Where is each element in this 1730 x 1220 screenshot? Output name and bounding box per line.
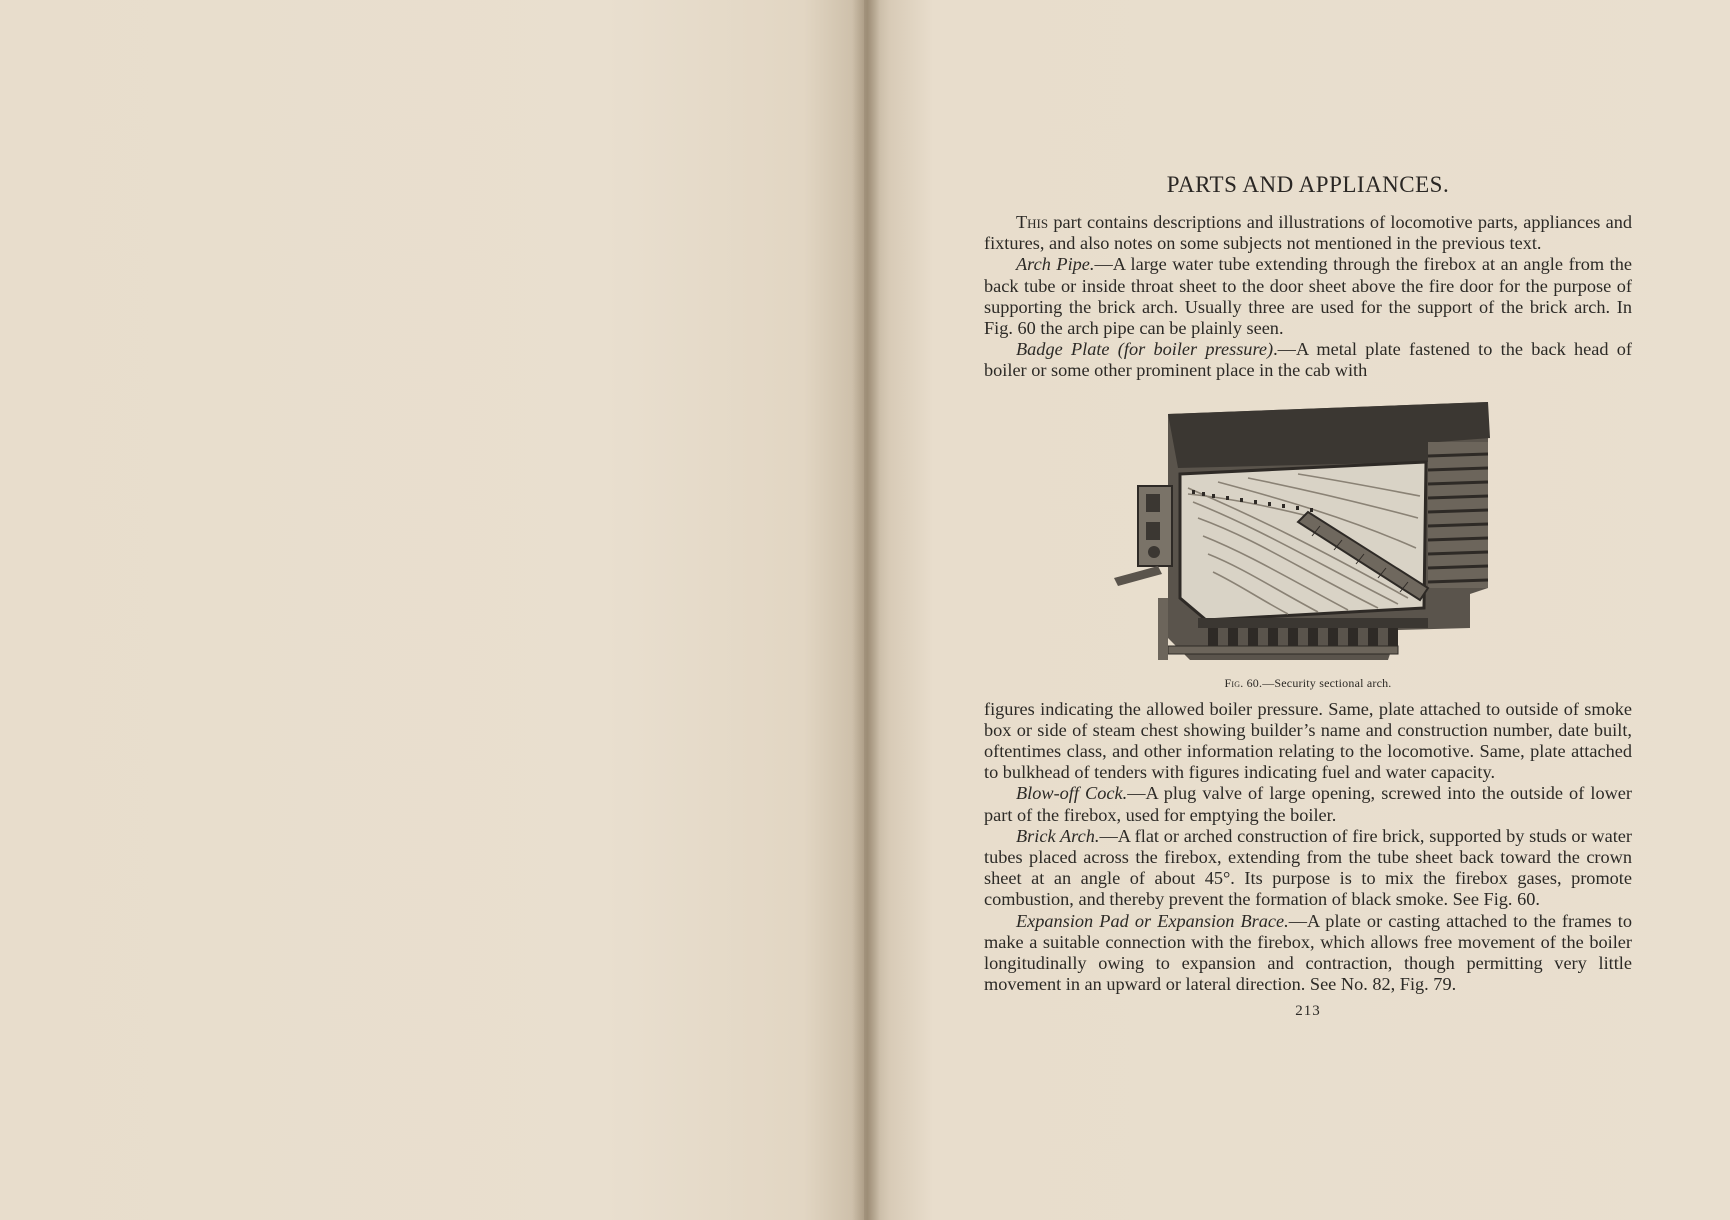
entry-badge-plate	[984, 339, 1632, 381]
tube-sheet-ribs	[1428, 442, 1488, 588]
entry-text: —A large water tube extending through the firebox at an angle from the back tube or inside throat sheet to the door sheet above the fire door for the purpose of supporting the brick arch. Usually three are used for the support of the brick arch. In Fig. 60 the arch pipe can be plainly seen.	[984, 254, 1632, 339]
figure-60	[984, 398, 1632, 691]
caption-lead: Fig. 60.	[1224, 675, 1263, 690]
entry-text: —A plate or casting attached to the frames to make a suitable connection with the firebox, which allows free movement of the boiler longitudinally owing to expansion and contraction, though permitting very little movement in an upward or lateral direction. See No. 82, Fig. 79.	[984, 910, 1633, 995]
entry-term: Brick Arch.	[1016, 825, 1100, 846]
entry-term: Badge Plate (for boiler pressure)	[1016, 339, 1274, 360]
entry-expansion-pad	[984, 911, 1632, 996]
page-heading: PARTS AND APPLIANCES.	[1166, 172, 1450, 197]
intro-lead: This	[1016, 212, 1049, 232]
security-sectional-arch-illustration	[1098, 398, 1518, 670]
entry-term: Expansion Pad or Expansion Brace.	[1016, 910, 1289, 931]
entry-text: .—A metal plate fastened to the back head of boiler or some other prominent place in the cab with	[984, 339, 1632, 381]
entry-brick-arch	[984, 826, 1632, 911]
entry-blow-off-cock	[984, 783, 1632, 825]
entry-arch-pipe	[984, 254, 1632, 339]
intro-paragraph	[984, 212, 1632, 254]
intro-text: part contains descriptions and illustrations of locomotive parts, appliances and fixtures, and also notes on some subjects not mentioned in the previous text.	[984, 212, 1632, 254]
entry-term: Blow-off Cock.	[1016, 783, 1128, 804]
badge-plate-continuation: figures indicating the allowed boiler pressure. Same, plate attached to outside of smoke box or side of steam chest showing builder’s name and construction number, date built, oftentimes class, and other information relating to the locomotive. Same, plate attached to bulkhead of tenders with figures indicating fuel and water capacity.	[984, 698, 1632, 783]
entry-term: Arch Pipe.	[1016, 254, 1095, 275]
book-gutter	[852, 0, 880, 1220]
caption-text: —Security sectional arch.	[1262, 675, 1392, 690]
blank-left-page	[0, 0, 864, 1220]
page-number: 213	[1295, 1003, 1321, 1020]
page-content	[984, 172, 1632, 1020]
entry-text: —A flat or arched construction of fire brick, supported by studs or water tubes placed across the firebox, extending from the tube sheet back toward the crown sheet at an angle of about 45°. Its purpose is to mix the firebox gases, promote combustion, and thereby prevent the formation of black smoke. See Fig. 60.	[984, 825, 1632, 910]
figure-caption	[984, 676, 1632, 691]
entry-text: —A plug valve of large opening, screwed into the outside of lower part of the firebox, used for emptying the boiler.	[984, 783, 1633, 825]
fire-door-fittings	[1114, 486, 1172, 586]
